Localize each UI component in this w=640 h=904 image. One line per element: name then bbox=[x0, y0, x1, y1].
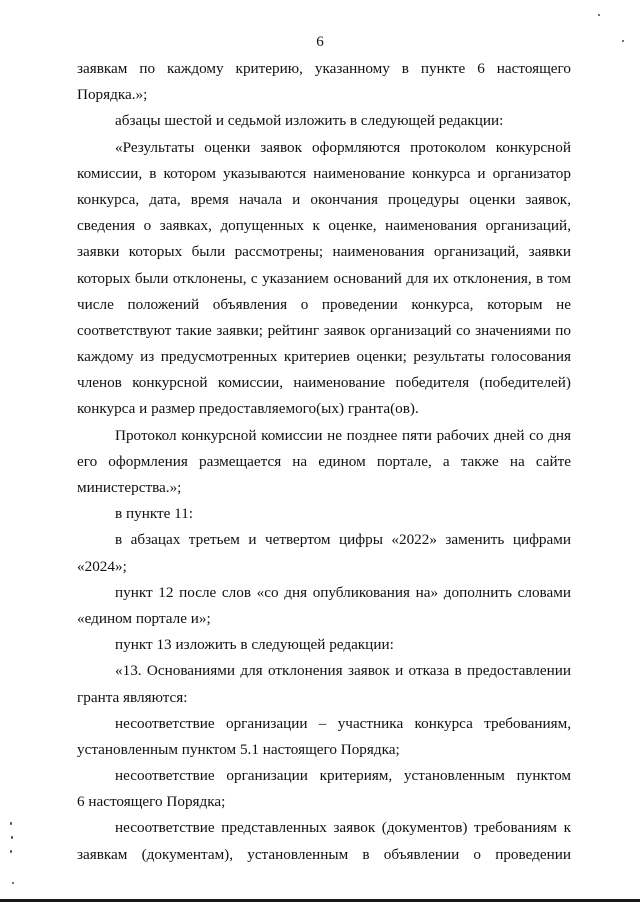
text-line: соответствуют такие заявки; рейтинг заявок организаций со значениями по bbox=[77, 321, 571, 339]
text-line: конкурса, дата, время начала и окончания процедуры оценки заявок, bbox=[77, 190, 571, 208]
text-line: гранта являются: bbox=[77, 688, 188, 706]
scan-speck bbox=[11, 836, 13, 839]
text-line: членов конкурсной комиссии, наименование победителя (победителей) bbox=[77, 374, 571, 392]
scan-speck bbox=[10, 850, 12, 853]
scan-speck bbox=[598, 14, 600, 16]
text-line: установленным пунктом 5.1 настоящего Порядка; bbox=[77, 740, 400, 758]
text-line: несоответствие представленных заявок (документов) требованиям к bbox=[115, 819, 571, 837]
text-line: заявкам по каждому критерию, указанному в пункте 6 настоящего bbox=[77, 60, 571, 77]
scan-speck bbox=[12, 882, 14, 884]
text-line: пункт 13 изложить в следующей редакции: bbox=[115, 636, 394, 654]
text-line: министерства.»; bbox=[77, 479, 182, 496]
scan-speck bbox=[10, 822, 12, 825]
text-line: в пункте 11: bbox=[115, 505, 194, 523]
text-line: которых были отклонены, с указанием оснований для их отклонения, в том bbox=[77, 269, 571, 287]
document-body bbox=[77, 56, 571, 868]
scan-bottom-edge bbox=[0, 899, 640, 902]
text-line: несоответствие организации критериям, установленным пунктом bbox=[115, 767, 571, 785]
text-line: заявки которых были рассмотрены; наименования организаций, заявки bbox=[77, 243, 571, 261]
text-line: каждому из предусмотренных критериев оценки; результаты голосования bbox=[77, 348, 571, 366]
text-line: «едином портале и»; bbox=[77, 609, 211, 627]
text-line: комиссии, в котором указываются наименование конкурса и организатор bbox=[77, 164, 571, 182]
text-line: Протокол конкурсной комиссии не позднее пяти рабочих дней со дня bbox=[115, 426, 571, 444]
text-line: 6 настоящего Порядка; bbox=[77, 793, 226, 811]
text-line: несоответствие организации – участника конкурса требованиям, bbox=[115, 714, 571, 732]
text-line: заявкам (документам), установленным в объявлении о проведении bbox=[77, 845, 571, 863]
scan-speck bbox=[622, 40, 624, 42]
text-line: конкурса и размер предоставляемого(ых) гранта(ов). bbox=[77, 400, 419, 418]
text-line: Порядка.»; bbox=[77, 86, 148, 104]
text-line: «Результаты оценки заявок оформляются протоколом конкурсной bbox=[115, 138, 571, 156]
text-line: «2024»; bbox=[77, 557, 127, 575]
text-line: абзацы шестой и седьмой изложить в следующей редакции: bbox=[115, 112, 504, 130]
text-line: в абзацах третьем и четвертом цифры «2022» заменить цифрами bbox=[115, 531, 571, 549]
text-line: числе положений объявления о проведении конкурса, которым не bbox=[77, 295, 571, 313]
text-line: «13. Основаниями для отклонения заявок и отказа в предоставлении bbox=[115, 662, 571, 680]
text-line: сведения о заявках, допущенных к оценке, наименования организаций, bbox=[77, 217, 571, 235]
page-number: 6 bbox=[316, 34, 324, 50]
text-line: пункт 12 после слов «со дня опубликования на» дополнить словами bbox=[115, 583, 571, 601]
text-line: его оформления размещается на едином портале, а также на сайте bbox=[77, 452, 571, 470]
